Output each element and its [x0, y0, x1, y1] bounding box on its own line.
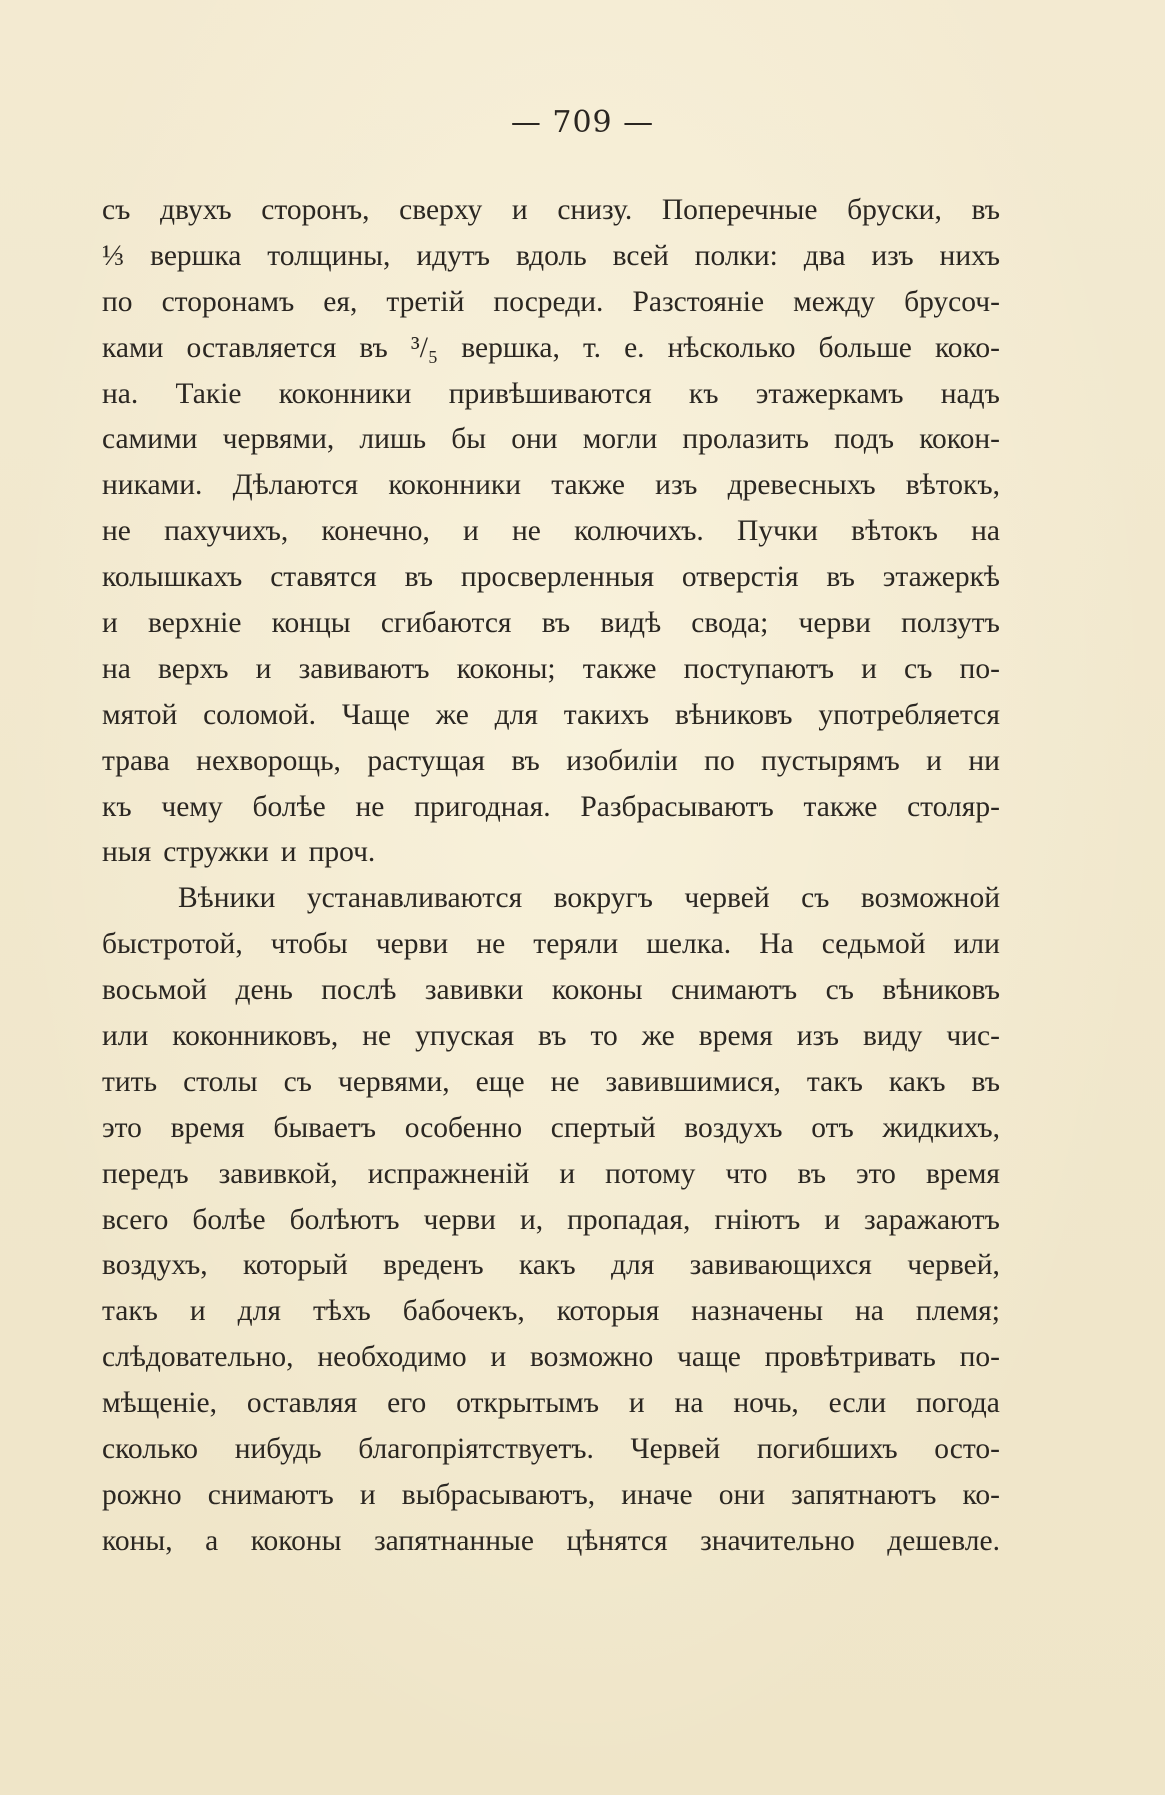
word: слѣдовательно,	[102, 1341, 294, 1374]
word: же	[641, 1020, 675, 1053]
word: толщины,	[267, 239, 391, 272]
word: коконы	[250, 1524, 342, 1557]
word: вѣниковъ	[674, 698, 793, 731]
word: не	[476, 928, 506, 961]
word: его	[387, 1387, 427, 1420]
word: вреденъ	[383, 1249, 484, 1282]
word: сколько	[102, 1433, 199, 1466]
word: завившимися,	[605, 1065, 781, 1098]
word: лишь	[359, 423, 427, 456]
word: погибшихъ	[756, 1433, 898, 1466]
word: значительно	[700, 1524, 855, 1557]
word: вѣтокъ,	[905, 469, 1000, 502]
word: въ	[797, 1157, 826, 1190]
word: для	[237, 1295, 281, 1328]
word: отъ	[811, 1111, 854, 1144]
word: гніютъ	[714, 1203, 801, 1236]
word: надъ	[940, 377, 1000, 410]
word: оставляя	[246, 1387, 358, 1420]
text-line	[102, 417, 1000, 463]
word: изъ	[796, 1020, 839, 1053]
word: еще	[475, 1065, 525, 1098]
word: концы	[271, 607, 351, 640]
word: возможной	[860, 882, 1000, 915]
word: благопріятствуетъ.	[358, 1433, 594, 1466]
text-line	[102, 1243, 1000, 1289]
text-line	[102, 1014, 1000, 1060]
word: не	[362, 1020, 392, 1053]
word: и	[189, 1295, 206, 1328]
word: для	[610, 1249, 655, 1282]
word: воздухъ,	[102, 1249, 208, 1282]
word: восьмой	[102, 974, 207, 1007]
word: червей,	[907, 1249, 1000, 1282]
word: Вѣники	[178, 882, 276, 915]
word: на	[102, 652, 131, 685]
word: чис-	[946, 1020, 1000, 1053]
text-line	[102, 326, 1000, 372]
text-line	[102, 509, 1000, 555]
word: на	[855, 1295, 884, 1328]
word: изъ	[871, 239, 914, 272]
text-line	[102, 693, 1000, 739]
word: коконники	[278, 377, 412, 410]
word: между	[793, 285, 876, 318]
word: черви	[375, 928, 449, 961]
word: снимаютъ	[671, 974, 798, 1007]
word: больше	[818, 331, 912, 364]
word: могли	[582, 423, 658, 456]
word: поступаютъ	[683, 652, 834, 685]
text-line	[102, 1381, 1000, 1427]
word: снимаютъ	[207, 1478, 334, 1511]
word: ночь,	[733, 1387, 799, 1420]
word: завивающихся	[689, 1249, 872, 1282]
word: пригодная.	[414, 790, 551, 823]
word: такъ	[102, 1295, 158, 1328]
word: растущая	[367, 744, 485, 777]
word: это	[856, 1157, 896, 1190]
word: особенно	[404, 1111, 523, 1144]
word: по-	[959, 652, 1000, 685]
text-line	[102, 647, 1000, 693]
word: иначе	[621, 1478, 693, 1511]
text-line	[102, 785, 1000, 831]
word: это	[102, 1111, 142, 1144]
word: червей	[684, 882, 770, 915]
word: не	[512, 515, 541, 548]
text-line	[102, 1060, 1000, 1106]
word: какъ	[519, 1249, 576, 1282]
word: необходимо	[317, 1341, 467, 1374]
word: же	[435, 698, 469, 731]
word: бабочекъ,	[402, 1295, 525, 1328]
word: погода	[916, 1387, 1000, 1420]
word: отверстія	[681, 561, 799, 594]
word: древесныхъ	[727, 469, 876, 502]
text-line	[102, 280, 1000, 326]
word: передъ	[102, 1157, 189, 1190]
word: чаще	[677, 1341, 741, 1374]
word: также	[803, 790, 878, 823]
word: два	[803, 239, 846, 272]
word: самими	[102, 423, 198, 456]
word: назначены	[691, 1295, 824, 1328]
word: ни	[968, 744, 1000, 777]
word: шелка.	[646, 928, 732, 961]
word: этажеркамъ	[755, 377, 904, 410]
word: сгибаются	[380, 607, 512, 640]
word: не	[102, 515, 131, 548]
word: заражаютъ	[864, 1203, 1000, 1236]
word: и	[861, 652, 877, 685]
word: изъ	[655, 469, 698, 502]
word: коко-	[934, 331, 1000, 364]
word: проч.	[308, 836, 376, 869]
word: испражненій	[367, 1157, 530, 1190]
word: снизу.	[557, 194, 633, 226]
word: и	[280, 836, 297, 869]
word: и	[255, 652, 272, 685]
word: а	[205, 1524, 219, 1557]
word: ками	[102, 331, 164, 364]
word: въ	[359, 331, 388, 364]
word: столы	[183, 1065, 258, 1098]
word: и	[926, 744, 942, 777]
word: въ	[541, 607, 571, 640]
text-line	[102, 922, 1000, 968]
word: коконники	[388, 469, 521, 502]
word: Разбрасываютъ	[580, 790, 774, 823]
word: которыя	[556, 1295, 660, 1328]
word: на	[971, 515, 1000, 548]
text-line	[102, 555, 1000, 601]
word: сторонамъ	[161, 285, 295, 318]
text-line	[102, 876, 1000, 922]
word: съ	[283, 1065, 312, 1098]
word: сверху	[399, 194, 483, 226]
word: и,	[519, 1203, 544, 1236]
word: упуская	[415, 1020, 515, 1053]
word: идутъ	[416, 239, 491, 272]
word: оставляется	[186, 331, 337, 364]
text-line	[102, 1289, 1000, 1335]
word: открытымъ	[456, 1387, 599, 1420]
word: изобиліи	[566, 744, 678, 777]
text-line	[102, 234, 1000, 280]
word: верхъ	[158, 652, 229, 685]
word: коконы;	[456, 652, 556, 685]
word: пролазить	[682, 423, 809, 456]
word: дешевле.	[887, 1524, 1000, 1557]
word: полки:	[694, 239, 778, 272]
word: что	[725, 1157, 768, 1190]
word: никами.	[102, 469, 203, 502]
word: чтобы	[270, 928, 348, 961]
word: бы	[451, 423, 487, 456]
word: мятой	[102, 698, 178, 731]
word: по	[704, 744, 735, 777]
word: къ	[688, 377, 719, 410]
word: черви	[798, 607, 871, 640]
text-line	[102, 372, 1000, 418]
word: такихъ	[563, 698, 650, 731]
word: черви	[423, 1203, 496, 1236]
word: пропадая,	[567, 1203, 691, 1236]
word: сторонъ,	[261, 194, 370, 226]
word: въ	[971, 194, 1000, 226]
word: и	[490, 1341, 507, 1374]
word: привѣшиваются	[448, 377, 652, 410]
word: конечно,	[321, 515, 430, 548]
word: Чаще	[341, 698, 410, 731]
text-line	[102, 1152, 1000, 1198]
word: болѣе	[192, 1203, 266, 1236]
word: колышкахъ	[102, 561, 243, 594]
word: устанавливаются	[306, 882, 523, 915]
text-line	[102, 968, 1000, 1014]
text-line	[102, 1427, 1000, 1473]
word: выбрасываютъ,	[401, 1478, 596, 1511]
word: всей	[612, 239, 669, 272]
text-line	[102, 188, 1000, 234]
word: пахучихъ,	[164, 515, 289, 548]
word: ея,	[323, 285, 358, 318]
word: червями,	[337, 1065, 450, 1098]
word: теряли	[533, 928, 619, 961]
word: по-	[959, 1341, 1000, 1374]
word: время	[698, 1020, 773, 1053]
word: бываетъ	[273, 1111, 377, 1144]
word: также	[551, 469, 625, 502]
word: соломой.	[203, 698, 317, 731]
word: или	[102, 1020, 149, 1053]
word: т.	[582, 331, 602, 364]
text-line	[102, 463, 1000, 509]
word: запятнаютъ	[791, 1478, 937, 1511]
word: свода;	[691, 607, 769, 640]
word: этажеркѣ	[882, 561, 1000, 594]
text-line	[102, 1473, 1000, 1519]
text-line	[102, 739, 1000, 785]
word: возможно	[529, 1341, 654, 1374]
word: болѣютъ	[289, 1203, 400, 1236]
word: ныя	[102, 836, 152, 869]
text-line	[102, 1198, 1000, 1244]
word: въ	[971, 1065, 1000, 1098]
word: который	[242, 1249, 348, 1282]
word: е.	[624, 331, 645, 364]
word: съ	[904, 652, 933, 685]
word: провѣтривать	[764, 1341, 936, 1374]
word: воздухъ	[684, 1111, 783, 1144]
word: вѣниковъ	[882, 974, 1000, 1007]
word: и	[559, 1157, 576, 1190]
word: въ	[538, 1020, 567, 1053]
word: и	[463, 515, 479, 548]
text-line	[102, 830, 1000, 876]
word: потому	[605, 1157, 696, 1190]
word: нибудь	[234, 1433, 322, 1466]
word: такъ	[806, 1065, 863, 1098]
word: съ	[801, 882, 830, 915]
word: и	[628, 1387, 645, 1420]
word: мѣщеніе,	[102, 1387, 217, 1420]
word: нѣсколько	[667, 331, 796, 364]
word: трава	[102, 744, 170, 777]
word: употребляется	[818, 698, 1000, 731]
word: съ	[825, 974, 854, 1007]
word: рожно	[102, 1478, 182, 1511]
word: если	[828, 1387, 887, 1420]
word: двухъ	[160, 194, 232, 226]
word: въ	[404, 561, 434, 594]
word: завивки	[424, 974, 524, 1007]
word: коконниковъ,	[172, 1020, 339, 1053]
word: пустырямъ	[761, 744, 900, 777]
word: колючихъ.	[574, 515, 704, 548]
word: въ	[511, 744, 540, 777]
word: спертый	[550, 1111, 656, 1144]
word: Дѣлаются	[232, 469, 359, 502]
word: вершка,	[461, 331, 560, 364]
word: Поперечные	[661, 194, 818, 226]
word: Червей	[630, 1433, 721, 1466]
word: къ	[102, 790, 132, 823]
word: третій	[386, 285, 465, 318]
word: вдоль	[515, 239, 587, 272]
word: брусоч-	[904, 285, 1000, 318]
page-number: — 709 —	[510, 105, 655, 140]
word: племя;	[915, 1295, 1000, 1328]
word: цѣнятся	[566, 1524, 668, 1557]
word: кокон-	[919, 423, 1000, 456]
word: нихъ	[939, 239, 1000, 272]
word: вокругъ	[553, 882, 653, 915]
word: нехворощь,	[196, 744, 341, 777]
word: посреди.	[493, 285, 604, 318]
text-line	[102, 1335, 1000, 1381]
word: Такіе	[175, 377, 242, 410]
word: какъ	[888, 1065, 946, 1098]
text-line	[102, 1106, 1000, 1152]
text-line	[102, 1519, 1000, 1565]
word: ставятся	[270, 561, 377, 594]
word: вѣтокъ	[851, 515, 938, 548]
word: столяр-	[907, 790, 1000, 823]
word: коконы	[551, 974, 643, 1007]
word: ⅓	[102, 239, 125, 272]
word: Пучки	[736, 515, 818, 548]
word: тѣхъ	[312, 1295, 371, 1328]
word: на.	[102, 377, 139, 410]
word: въ	[826, 561, 855, 594]
word: на	[674, 1387, 704, 1420]
word: тить	[102, 1065, 158, 1098]
word: не	[550, 1065, 580, 1098]
word: седьмой	[821, 928, 926, 961]
word: запятнанные	[374, 1524, 534, 1557]
word: видѣ	[600, 607, 662, 640]
word: и	[824, 1203, 841, 1236]
word: также	[582, 652, 657, 685]
word: всего	[102, 1203, 169, 1236]
word: то	[590, 1020, 618, 1053]
word: болѣе	[252, 790, 326, 823]
word: стружки	[163, 836, 269, 869]
word: просверленныя	[460, 561, 655, 594]
word: и	[359, 1478, 376, 1511]
word: и	[102, 607, 118, 640]
word: вершка	[150, 239, 242, 272]
word: съ	[102, 194, 131, 226]
word: послѣ	[321, 974, 397, 1007]
word: ползутъ	[901, 607, 1000, 640]
word: завиваютъ	[298, 652, 430, 685]
word: коны,	[102, 1524, 173, 1557]
word: чему	[161, 790, 223, 823]
word: осто-	[934, 1433, 1000, 1466]
word: ко-	[962, 1478, 1000, 1511]
word: они	[511, 423, 558, 456]
word: ³/₅	[410, 331, 439, 364]
word: червями,	[222, 423, 335, 456]
word: время	[925, 1157, 1000, 1190]
word: день	[235, 974, 293, 1007]
word: завивкой,	[218, 1157, 338, 1190]
word: виду	[862, 1020, 923, 1053]
word: по	[102, 285, 133, 318]
word: Разстояніе	[632, 285, 765, 318]
word: не	[355, 790, 385, 823]
word: и	[511, 194, 528, 226]
text-line	[102, 601, 1000, 647]
word: быстротой,	[102, 928, 243, 961]
word: бруски,	[847, 194, 942, 226]
word: они	[718, 1478, 766, 1511]
word: подъ	[834, 423, 895, 456]
word: время	[170, 1111, 245, 1144]
body-text	[102, 188, 1000, 1565]
word: На	[759, 928, 794, 961]
word: или	[953, 928, 1000, 961]
word: верхніе	[148, 607, 242, 640]
word: для	[494, 698, 538, 731]
word: жидкихъ,	[882, 1111, 1000, 1144]
